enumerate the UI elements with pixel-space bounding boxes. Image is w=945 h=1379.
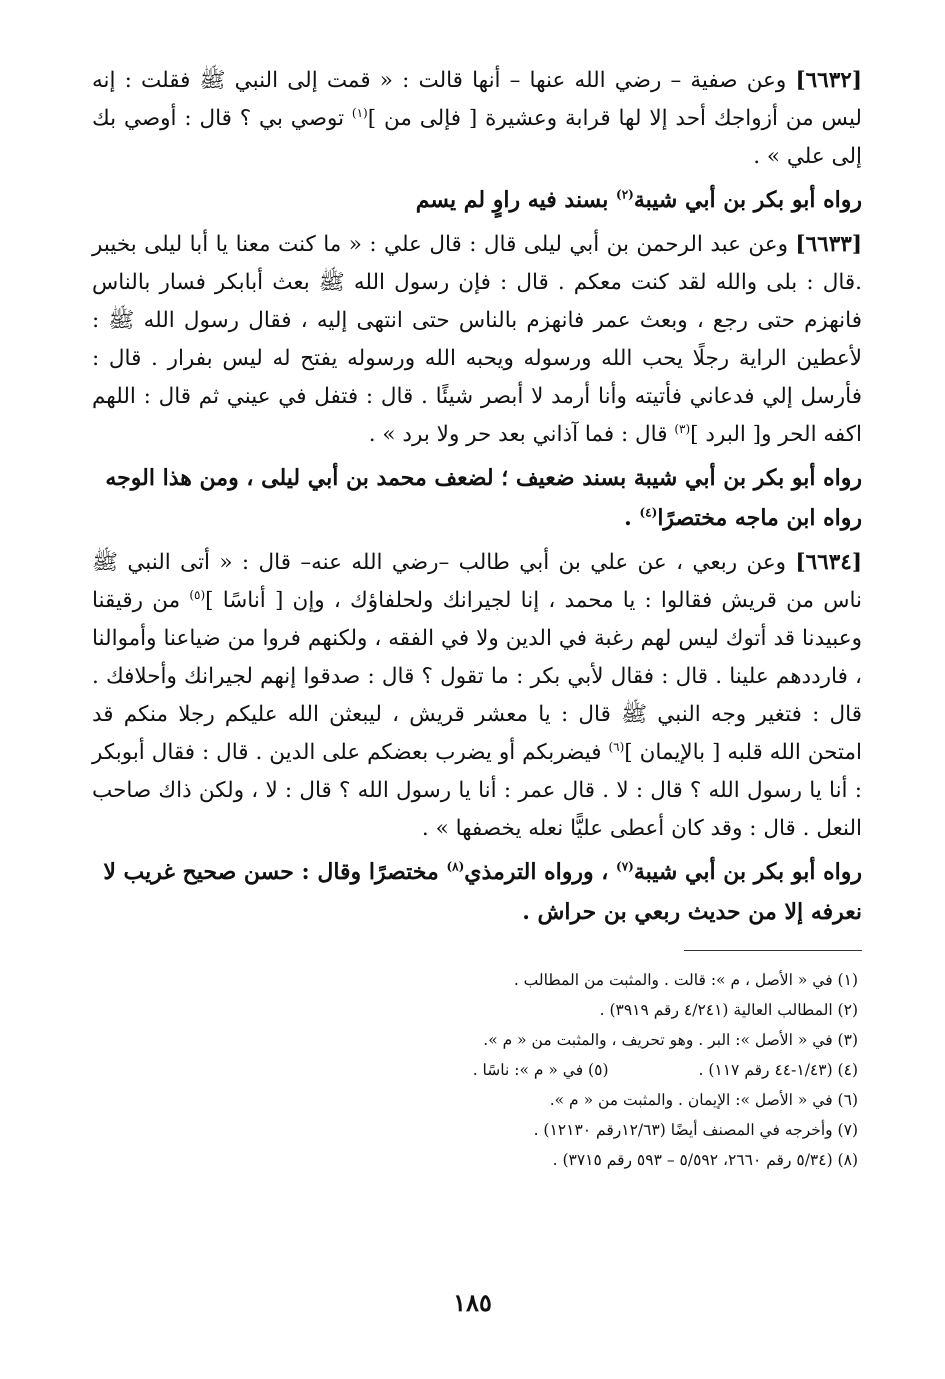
verdict-text: . xyxy=(624,505,640,531)
footnote-3: (٣) في « الأصل »: البر . وهو تحريف ، والمثبت من « م ». xyxy=(483,1031,858,1049)
footnotes xyxy=(92,965,862,1175)
hadith-number: [٦٦٣٤] xyxy=(795,550,862,575)
page-body xyxy=(92,62,862,1175)
hadith-text: من رقيقنا وعبيدنا قد أتوك ليس لهم رغبة في الدين ولا في الفقه ، ولكنهم فروا من ضياعنا وأموالنا ، فارددهم علينا . قال : فقال لأبي بكر : ما تقول ؟ قال : صدقوا إنهم لجيرانك وأحلافك . قال : فتغير وجه النبي ﷺ قال : يا معشر قريش ، ليبعثن الله عليكم رجلا منكم قد امتحن الله قلبه [ بالإيمان ] xyxy=(92,588,862,765)
verdict-text: ، ورواه الترمذي xyxy=(464,859,617,885)
verdict-text: بسند فيه راوٍ لم يسم xyxy=(415,187,617,213)
verdict-text: رواه أبو بكر بن أبي شيبة xyxy=(633,187,862,213)
hadith-6632 xyxy=(92,62,862,176)
hadith-text: توصي بي ؟ قال : أوصي بك إلى علي » . xyxy=(92,106,862,169)
hadith-text: قال : فما آذاني بعد حر ولا برد » . xyxy=(368,422,675,447)
footnote-4: (٤) (١/٤٣-٤٤ رقم ١١٧) . xyxy=(698,1061,858,1079)
hadith-6634 xyxy=(92,544,862,848)
footnote-ref[interactable]: (٣) xyxy=(674,421,691,436)
footnote-ref[interactable]: (٥) xyxy=(189,587,206,602)
footnote-5: (٥) في « م »: ناسًا . xyxy=(472,1061,609,1079)
footnote-7: (٧) وأخرجه في المصنف أيضًا (١٢/٦٣رقم ١٢١٣٠) . xyxy=(533,1121,858,1139)
footnote-ref[interactable]: (١) xyxy=(351,105,368,120)
verdict-text: مختصرًا وقال : حسن صحيح غريب لا نعرفه إلا من حديث ربعي بن حراش . xyxy=(103,859,862,925)
page-number: ١٨٥ xyxy=(453,1288,492,1317)
footnote-row xyxy=(92,1055,858,1085)
hadith-verdict xyxy=(92,458,862,538)
footnote-ref[interactable]: (٨) xyxy=(446,859,465,874)
footnote-6: (٦) في « الأصل »: الإيمان . والمثبت من « م ». xyxy=(549,1091,858,1109)
footnote-ref[interactable]: (٢) xyxy=(616,187,634,202)
hadith-verdict xyxy=(92,180,862,220)
hadith-text: وعن ربعي ، عن علي بن أبي طالب –رضي الله عنه– قال : « أتى النبي ﷺ ناس من قريش فقالوا : يا محمد ، إنا لجيرانك ولحلفاؤك ، وإن [ أناسًا ] xyxy=(92,550,862,613)
footnote-ref[interactable]: (٦) xyxy=(608,739,625,754)
verdict-text: رواه أبو بكر بن أبي شيبة xyxy=(633,859,862,885)
hadith-6633 xyxy=(92,226,862,454)
hadith-number: [٦٦٣٣] xyxy=(795,232,862,257)
footnote-divider xyxy=(684,950,862,951)
footnote-2: (٢) المطالب العالية (٤/٢٤١ رقم ٣٩١٩) . xyxy=(599,1001,858,1019)
footnote-ref[interactable]: (٤) xyxy=(639,505,658,520)
hadith-number: [٦٦٣٢] xyxy=(795,68,863,93)
hadith-verdict xyxy=(92,852,862,932)
hadith-text: فيضربكم أو يضرب بعضكم على الدين . قال : فقال أبوبكر : أنا يا رسول الله ؟ قال : لا . قال عمر : أنا يا رسول الله ؟ قال : لا ، ولكن ذاك صاحب النعل . قال : وقد كان أعطى عليًّا نعله يخصفها » . xyxy=(92,740,862,841)
verdict-text: رواه أبو بكر بن أبي شيبة بسند ضعيف ؛ لضعف محمد بن أبي ليلى ، ومن هذا الوجه رواه ابن ماجه مختصرًا xyxy=(105,465,862,531)
footnote-8: (٨) (٥/٣٤ رقم ٢٦٦٠، ٥/٥٩٢ – ٥٩٣ رقم ٣٧١٥) . xyxy=(552,1151,858,1169)
footnote-1: (١) في « الأصل ، م »: قالت . والمثبت من المطالب . xyxy=(513,971,858,989)
hadith-text: وعن صفية – رضي الله عنها – أنها قالت : « قمت إلى النبي ﷺ فقلت : إنه ليس من أزواجك أحد إلا لها قرابة وعشيرة [ فإلى من ] xyxy=(92,68,862,131)
hadith-text: وعن عبد الرحمن بن أبي ليلى قال : قال علي : « ما كنت معنا يا أبا ليلى بخيبر .قال : بلى والله لقد كنت معكم . قال : فإن رسول الله ﷺ بعث أبابكر فسار بالناس فانهزم حتى رجع ، وبعث عمر فانهزم بالناس حتى انتهى إليه ، فقال رسول الله ﷺ : لأعطين الراية رجلًا يحب الله ورسوله ويحبه الله ورسوله يفتح له ليس بفرار . قال : فأرسل إلي فدعاني فأتيته وأنا أرمد لا أبصر شيئًا . قال : فتفل في عيني ثم قال : اللهم اكفه الحر و[ البرد ] xyxy=(92,232,862,447)
footnote-ref[interactable]: (٧) xyxy=(616,859,634,874)
